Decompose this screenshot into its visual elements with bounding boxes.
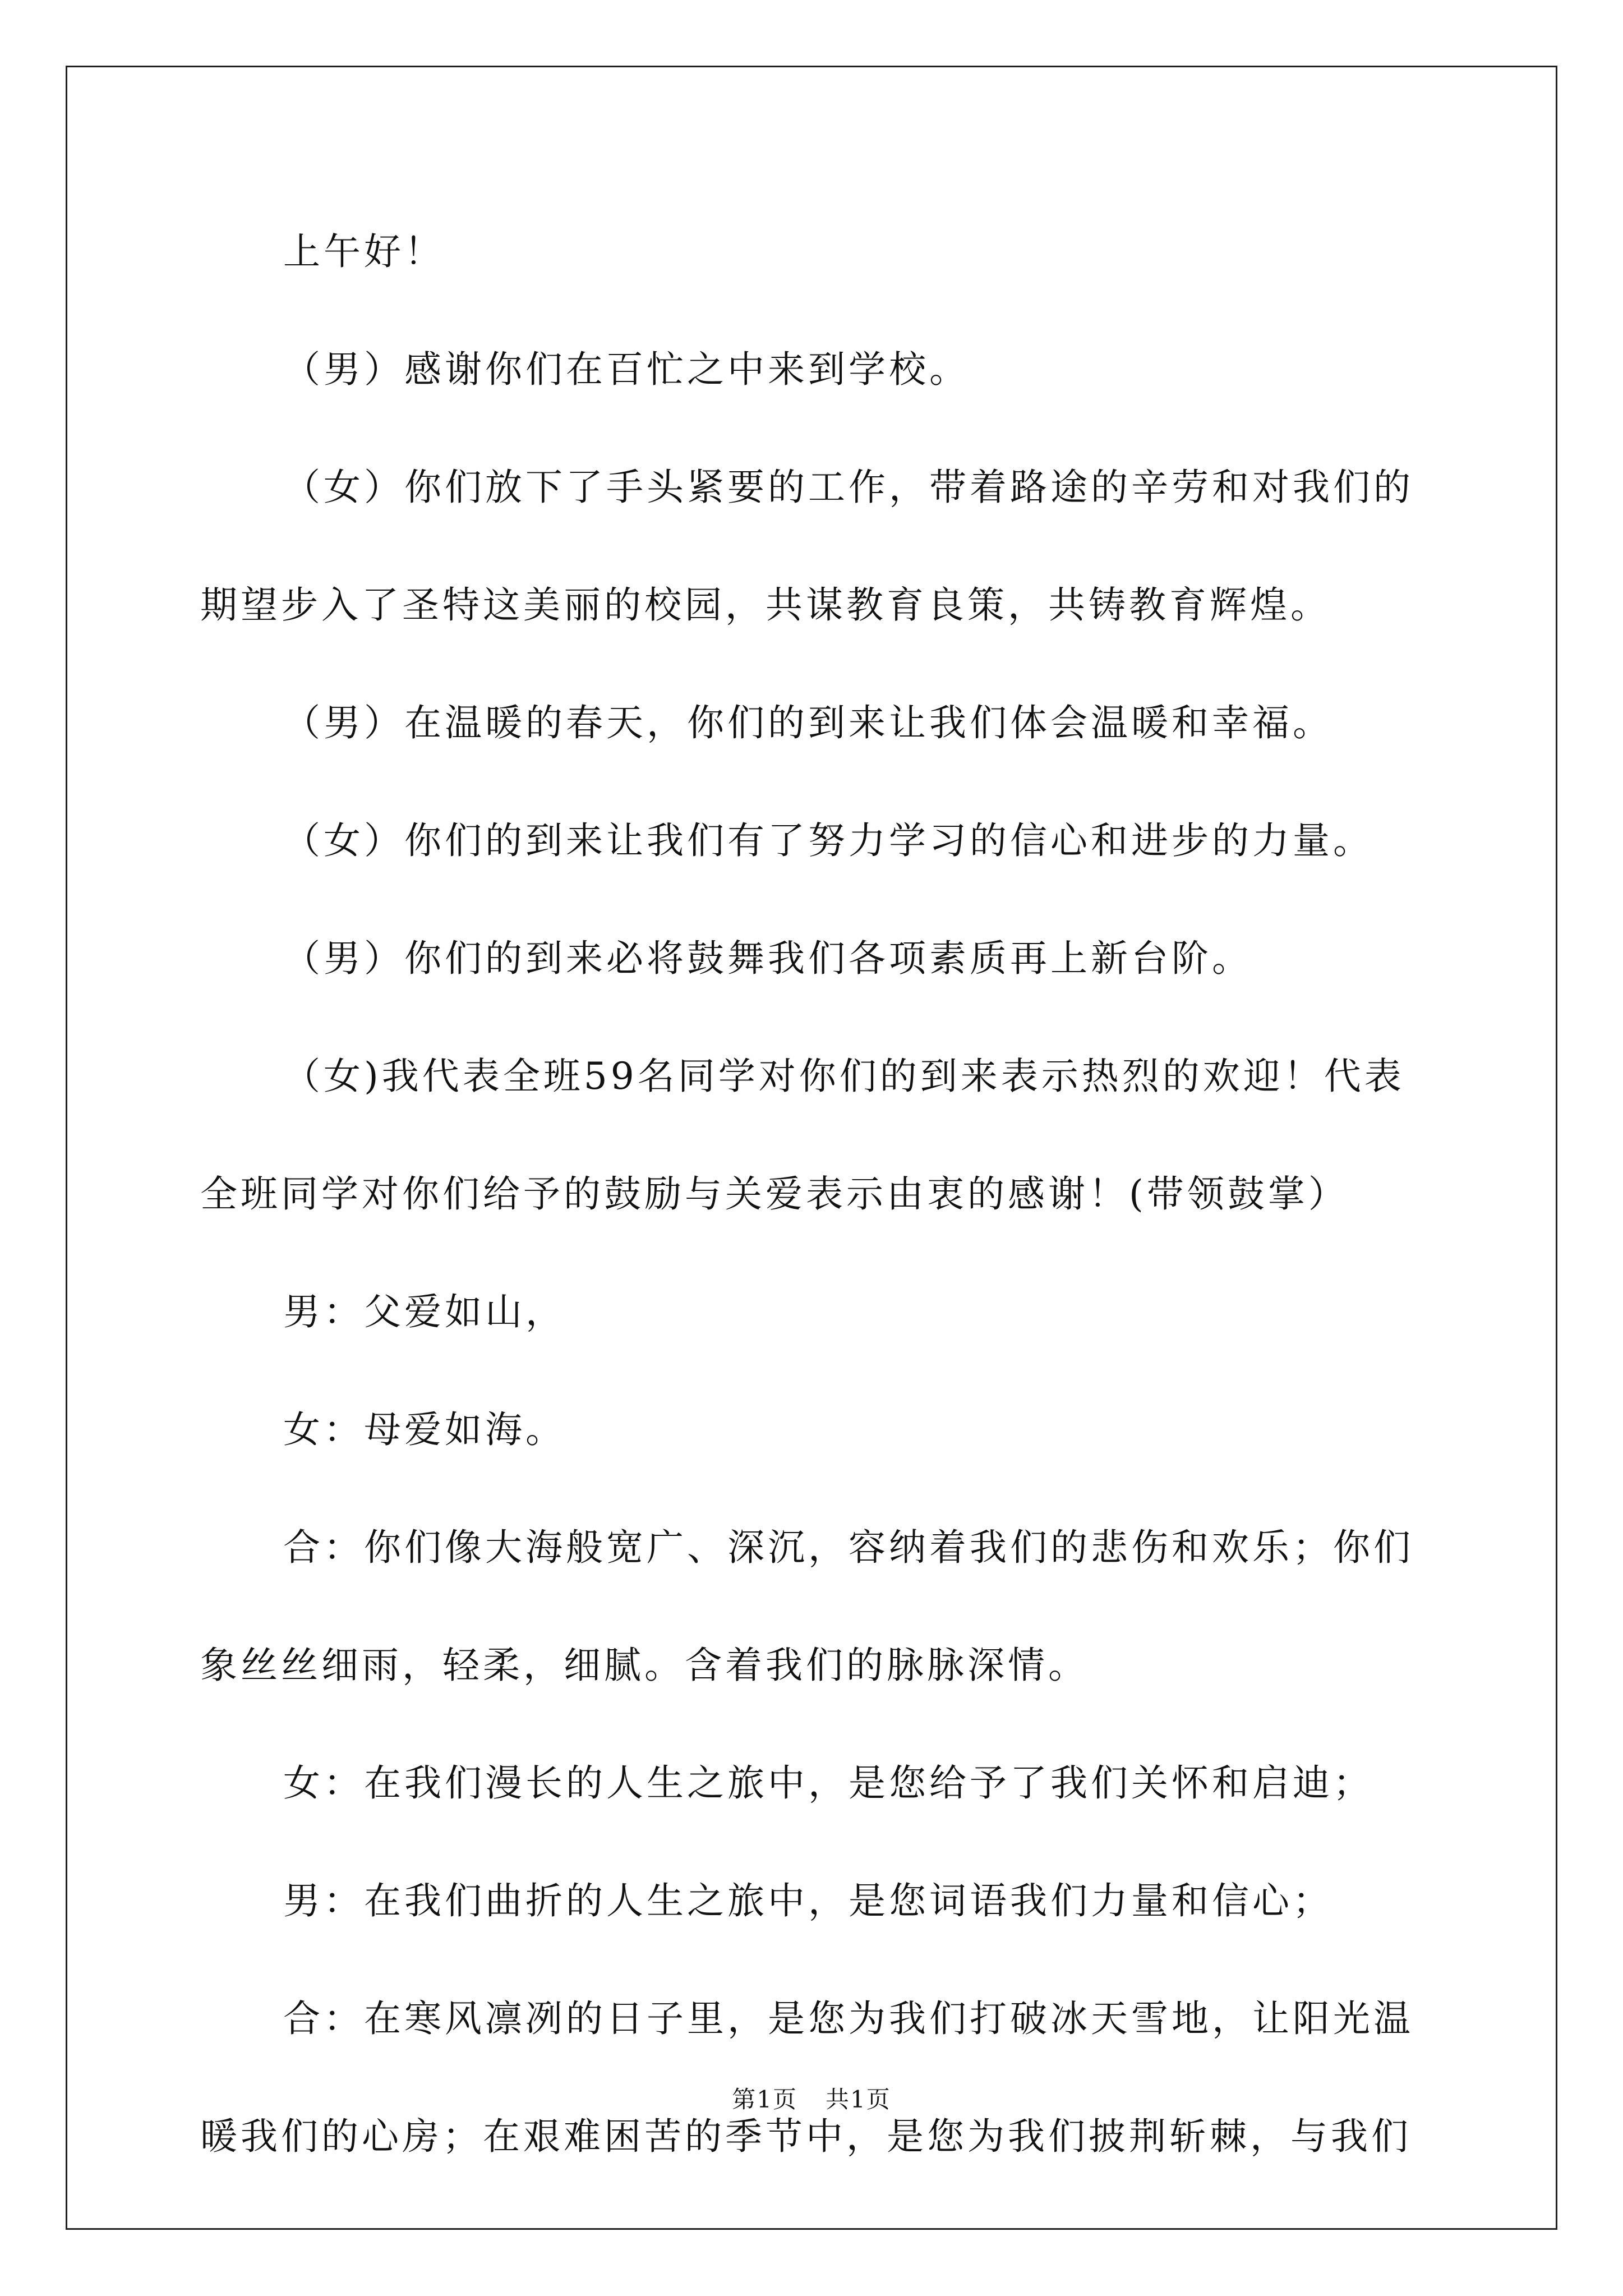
paragraph-line: （男）在温暖的春天，你们的到来让我们体会温暖和幸福。 [283, 701, 1333, 744]
page-footer [0, 2081, 1623, 2115]
paragraph-line: 上午好！ [283, 230, 445, 273]
paragraph-line: 男：父爱如山， [283, 1290, 566, 1333]
paragraph-line: 全班同学对你们给予的鼓励与关爱表示由衷的感谢！(带领鼓掌） [200, 1172, 1349, 1216]
paragraph-line: 期望步入了圣特这美丽的校园，共谋教育良策，共铸教育辉煌。 [200, 583, 1331, 627]
paragraph-line: 合：你们像大海般宽广、深沉，容纳着我们的悲伤和欢乐；你们 [283, 1526, 1414, 1569]
page-number-current: 第1页 [732, 2086, 797, 2113]
paragraph-line: 女：母爱如海。 [283, 1408, 566, 1451]
paragraph-line: 女：在我们漫长的人生之旅中，是您给予了我们关怀和启迪； [283, 1761, 1373, 1805]
paragraph-line: 象丝丝细雨，轻柔，细腻。含着我们的脉脉深情。 [200, 1644, 1089, 1687]
paragraph-line: 暖我们的心房；在艰难困苦的季节中，是您为我们披荆斩棘，与我们 [200, 2115, 1412, 2158]
paragraph-line: （女）你们放下了手头紧要的工作，带着路途的辛劳和对我们的 [283, 466, 1414, 509]
paragraph-line: 男：在我们曲折的人生之旅中，是您词语我们力量和信心； [283, 1879, 1333, 1922]
paragraph-line: （男）你们的到来必将鼓舞我们各项素质再上新台阶。 [283, 937, 1252, 980]
paragraph-line: 合：在寒风凛冽的日子里，是您为我们打破冰天雪地，让阳光温 [283, 1997, 1414, 2040]
page-number-total: 共1页 [826, 2086, 891, 2113]
paragraph-line: （女）你们的到来让我们有了努力学习的信心和进步的力量。 [283, 819, 1373, 862]
paragraph-line: （男）感谢你们在百忙之中来到学校。 [283, 348, 970, 391]
document-body [200, 193, 1434, 2196]
paragraph-line: （女)我代表全班59名同学对你们的到来表示热烈的欢迎！代表 [283, 1055, 1405, 1098]
